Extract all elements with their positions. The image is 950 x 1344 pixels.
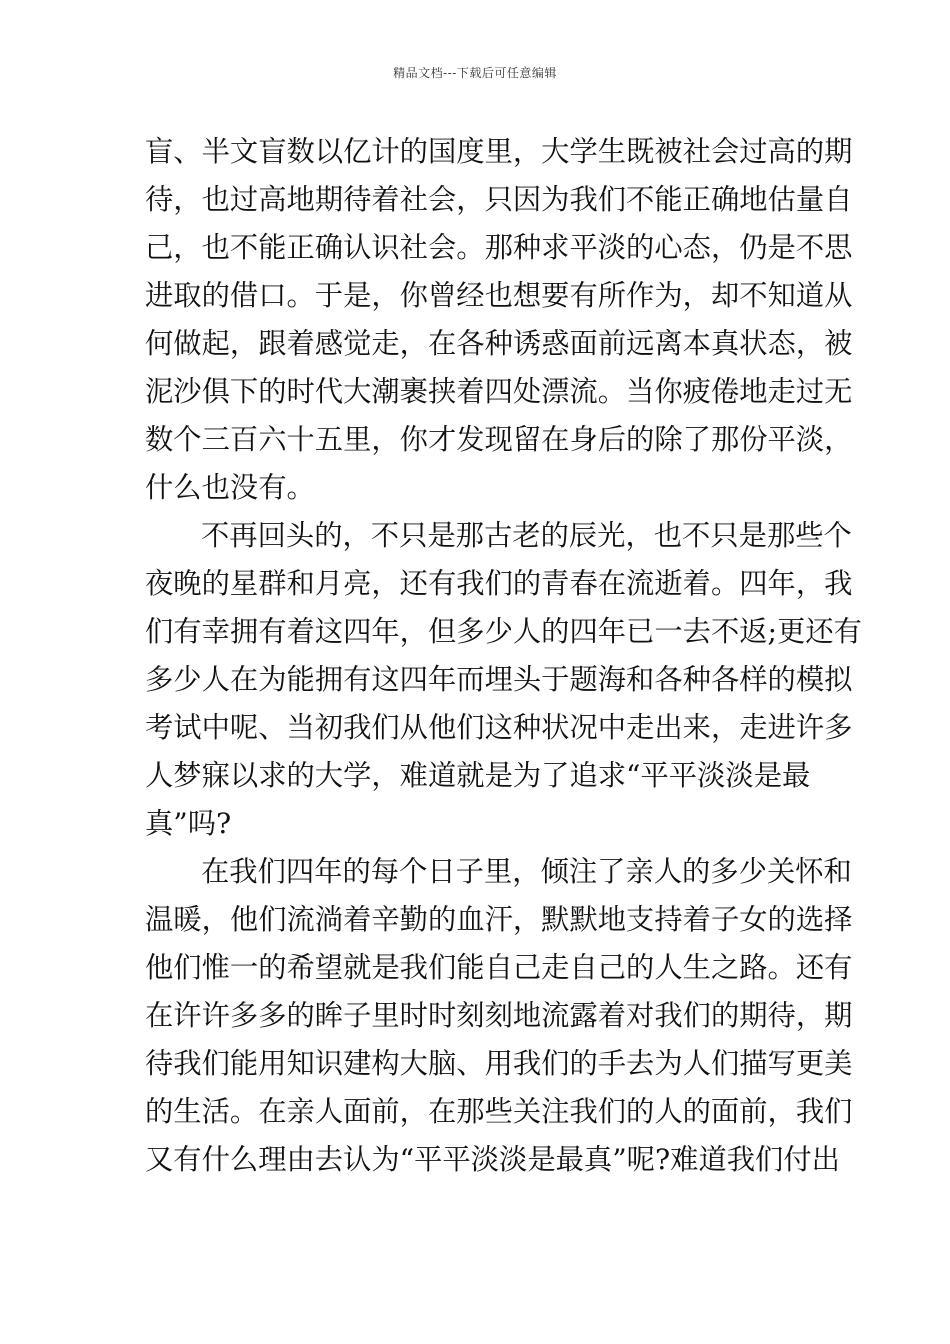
text-line: 又有什么理由去认为“平平淡淡是最真”呢?难道我们付出 <box>145 1143 840 1176</box>
text-line: 什么也没有。 <box>145 471 315 504</box>
text-line: 在我们四年的每个日子里，倾注了亲人的多少关怀和 <box>201 855 852 888</box>
text-line: 何做起，跟着感觉走，在各种诱惑面前远离本真状态，被 <box>145 327 853 360</box>
text-line: 夜晚的星群和月亮，还有我们的青春在流逝着。四年，我 <box>145 567 853 600</box>
text-line: 待，也过高地期待着社会，只因为我们不能正确地估量自 <box>145 183 853 216</box>
text-line: 进取的借口。于是，你曾经也想要有所作为，却不知道从 <box>145 279 853 312</box>
text-line: 人梦寐以求的大学，难道就是为了追求“平平淡淡是最 <box>145 759 811 792</box>
text-line: 他们惟一的希望就是我们能自己走自己的人生之路。还有 <box>145 951 853 984</box>
text-line: 不再回头的，不只是那古老的辰光，也不只是那些个 <box>201 519 852 552</box>
text-line: 数个三百六十五里，你才发现留在身后的除了那份平淡， <box>145 423 853 456</box>
paragraph-2 <box>145 512 862 848</box>
text-line: 真”吗? <box>145 807 232 840</box>
page-header: 精品文档---下载后可任意编辑 <box>393 66 557 80</box>
paragraph-1 <box>145 128 853 512</box>
text-line: 泥沙俱下的时代大潮裹挟着四处漂流。当你疲倦地走过无 <box>145 375 853 408</box>
text-line: 待我们能用知识建构大脑、用我们的手去为人们描写更美 <box>145 1047 853 1080</box>
text-line: 们有幸拥有着这四年，但多少人的四年已一去不返;更还有 <box>145 615 862 648</box>
text-line: 多少人在为能拥有这四年而埋头于题海和各种各样的模拟 <box>145 663 853 696</box>
text-line: 考试中呢、当初我们从他们这种状况中走出来，走进许多 <box>145 711 853 744</box>
text-line: 温暖，他们流淌着辛勤的血汗，默默地支持着子女的选择 <box>145 903 853 936</box>
paragraph-3 <box>145 848 853 1184</box>
text-line: 盲、半文盲数以亿计的国度里，大学生既被社会过高的期 <box>145 135 853 168</box>
text-line: 在许许多多的眸子里时时刻刻地流露着对我们的期待，期 <box>145 999 853 1032</box>
document-body <box>145 128 862 1184</box>
text-line: 的生活。在亲人面前，在那些关注我们的人的面前，我们 <box>145 1095 853 1128</box>
text-line: 己，也不能正确认识社会。那种求平淡的心态，仍是不思 <box>145 231 853 264</box>
